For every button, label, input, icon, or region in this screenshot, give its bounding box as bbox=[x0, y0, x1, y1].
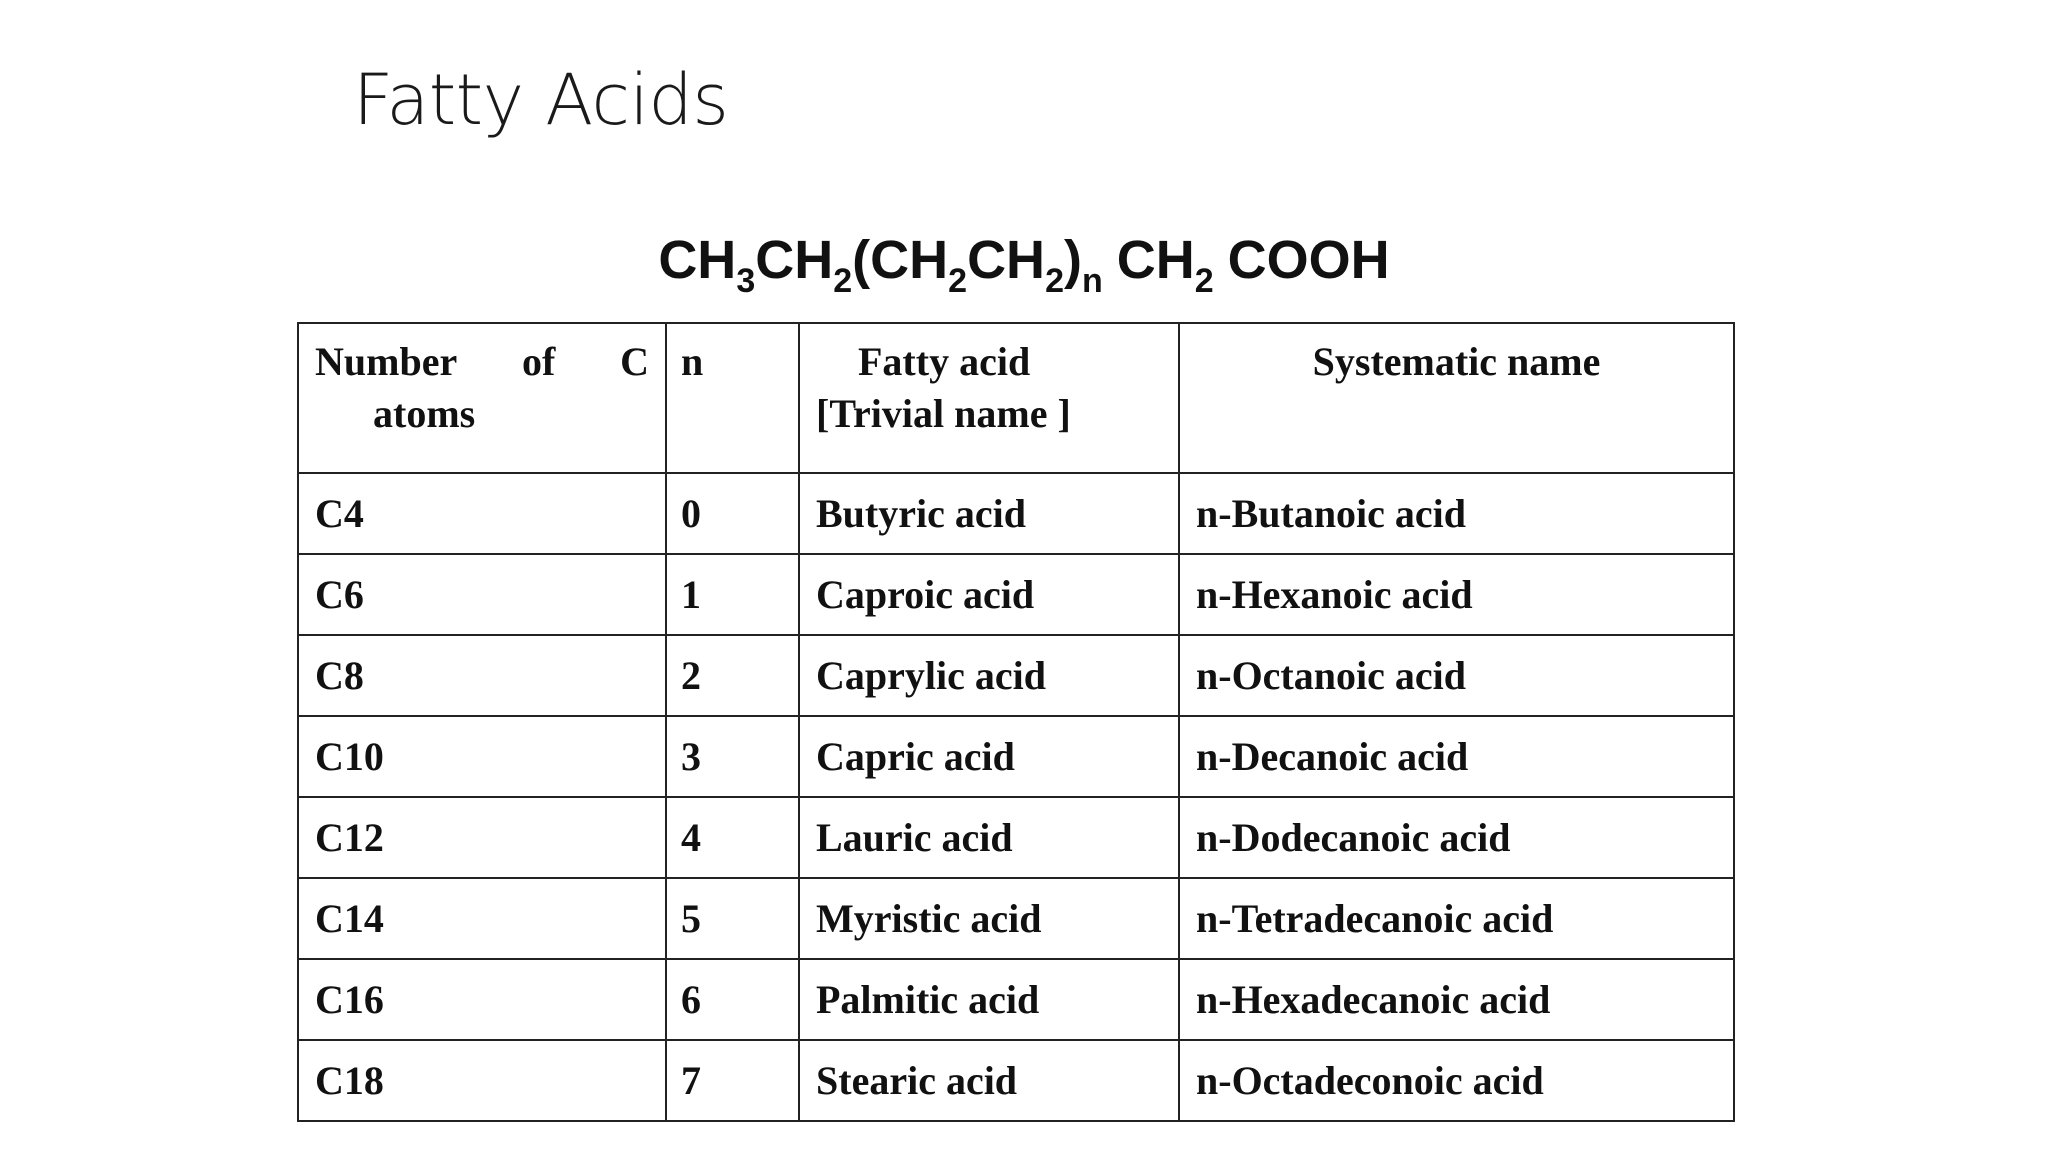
cell-c-atoms: C8 bbox=[298, 635, 666, 716]
formula-part: (CH bbox=[852, 230, 949, 290]
table-row bbox=[298, 473, 1734, 554]
table-row bbox=[298, 797, 1734, 878]
formula-subscript: 2 bbox=[833, 262, 853, 300]
cell-c-atoms: C6 bbox=[298, 554, 666, 635]
cell-trivial-name: Lauric acid bbox=[799, 797, 1179, 878]
formula-part: CH bbox=[658, 230, 737, 290]
cell-c-atoms: C14 bbox=[298, 878, 666, 959]
formula-part: COOH bbox=[1227, 230, 1390, 290]
header-word: atoms bbox=[373, 391, 476, 436]
cell-n: 4 bbox=[666, 797, 799, 878]
formula-part: CH bbox=[755, 230, 834, 290]
header-c-atoms bbox=[298, 323, 666, 473]
fatty-acids-table bbox=[297, 322, 1735, 1122]
cell-systematic-name: n-Tetradecanoic acid bbox=[1179, 878, 1734, 959]
general-formula bbox=[0, 225, 2048, 300]
cell-c-atoms: C16 bbox=[298, 959, 666, 1040]
formula-subscript: 3 bbox=[736, 262, 756, 300]
cell-n: 7 bbox=[666, 1040, 799, 1121]
formula-subscript: 2 bbox=[948, 262, 968, 300]
cell-systematic-name: n-Octadeconoic acid bbox=[1179, 1040, 1734, 1121]
header-systematic-name: Systematic name bbox=[1179, 323, 1734, 473]
cell-systematic-name: n-Octanoic acid bbox=[1179, 635, 1734, 716]
cell-trivial-name: Capric acid bbox=[799, 716, 1179, 797]
cell-c-atoms: C10 bbox=[298, 716, 666, 797]
header-word: C bbox=[620, 339, 649, 384]
header-fatty-acid bbox=[799, 323, 1179, 473]
table-row bbox=[298, 1040, 1734, 1121]
table-row bbox=[298, 959, 1734, 1040]
formula-part: CH bbox=[967, 230, 1046, 290]
cell-n: 1 bbox=[666, 554, 799, 635]
cell-systematic-name: n-Hexanoic acid bbox=[1179, 554, 1734, 635]
header-word: of bbox=[522, 339, 556, 384]
cell-c-atoms: C18 bbox=[298, 1040, 666, 1121]
table-row bbox=[298, 716, 1734, 797]
formula-subscript: 2 bbox=[1194, 262, 1214, 300]
table-header-row bbox=[298, 323, 1734, 473]
table-row bbox=[298, 554, 1734, 635]
cell-n: 5 bbox=[666, 878, 799, 959]
cell-trivial-name: Palmitic acid bbox=[799, 959, 1179, 1040]
cell-n: 0 bbox=[666, 473, 799, 554]
cell-n: 3 bbox=[666, 716, 799, 797]
cell-systematic-name: n-Butanoic acid bbox=[1179, 473, 1734, 554]
formula-part: CH bbox=[1116, 230, 1195, 290]
cell-systematic-name: n-Decanoic acid bbox=[1179, 716, 1734, 797]
cell-trivial-name: Butyric acid bbox=[799, 473, 1179, 554]
table-row bbox=[298, 878, 1734, 959]
formula-part: ) bbox=[1063, 230, 1082, 290]
cell-c-atoms: C4 bbox=[298, 473, 666, 554]
header-n: n bbox=[666, 323, 799, 473]
table-row bbox=[298, 635, 1734, 716]
formula-subscript: 2 bbox=[1045, 262, 1064, 300]
cell-trivial-name: Myristic acid bbox=[799, 878, 1179, 959]
cell-systematic-name: n-Hexadecanoic acid bbox=[1179, 959, 1734, 1040]
cell-trivial-name: Caproic acid bbox=[799, 554, 1179, 635]
slide-title: Fatty Acids bbox=[353, 59, 729, 141]
cell-c-atoms: C12 bbox=[298, 797, 666, 878]
header-word: Number bbox=[315, 339, 458, 384]
header-line: Fatty acid bbox=[858, 339, 1031, 384]
cell-systematic-name: n-Dodecanoic acid bbox=[1179, 797, 1734, 878]
cell-n: 2 bbox=[666, 635, 799, 716]
header-line: [Trivial name ] bbox=[816, 391, 1071, 436]
cell-trivial-name: Caprylic acid bbox=[799, 635, 1179, 716]
formula-subscript: n bbox=[1081, 262, 1103, 300]
cell-trivial-name: Stearic acid bbox=[799, 1040, 1179, 1121]
cell-n: 6 bbox=[666, 959, 799, 1040]
